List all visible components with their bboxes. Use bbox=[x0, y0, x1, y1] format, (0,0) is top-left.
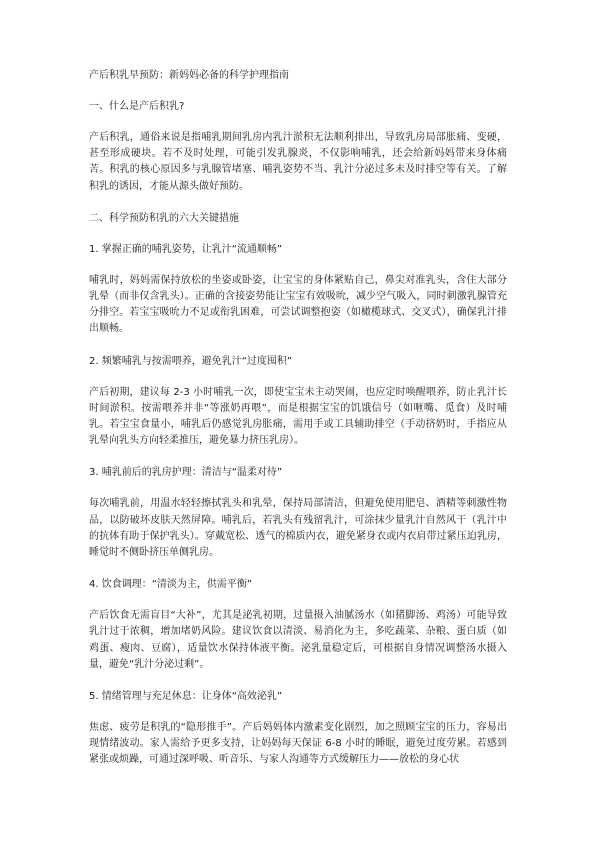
paragraph-posture: 哺乳时，妈妈需保持放松的坐姿或卧姿，让宝宝的身体紧贴自己，鼻尖对准乳头，含住大部分乳晕（而非仅含乳头）。正确的含接姿势能让宝宝有效吸吮，减少空气吸入，同时刺激乳腺管充分排空。若宝宝吸吮力不足或衔乳困难，可尝试调整抱姿（如橄榄球式、交叉式），确保乳汁排出顺畅。 bbox=[89, 274, 507, 335]
subheading-breast-care: 3. 哺乳前后的乳房护理：清洁与“温柔对待” bbox=[89, 467, 283, 479]
section-heading-prevention: 二、科学预防积乳的六大关键措施 bbox=[89, 212, 239, 224]
document-page bbox=[89, 68, 507, 785]
paragraph-breast-care: 每次哺乳前，用温水轻轻擦拭乳头和乳晕，保持局部清洁，但避免使用肥皂、酒精等刺激性物品，以防破坏皮肤天然屏障。哺乳后，若乳头有残留乳汁，可涂抹少量乳汁自然风干（乳汁中的抗体有助于保护乳头）。穿戴宽松、透气的棉质内衣，避免紧身衣或内衣肩带过紧压迫乳房，睡觉时不侧卧挤压单侧乳房。 bbox=[89, 498, 507, 559]
paragraph-frequent-feeding: 产后初期，建议每 2-3 小时哺乳一次，即使宝宝未主动哭闹，也应定时唤醒喂养，防止乳汁长时间淤积。按需喂养并非“等涨奶再喂”，而是根据宝宝的饥饿信号（如咂嘴、觅食）及时哺乳。若宝宝食量小，哺乳后仍感觉乳房胀痛，需用手或工具辅助排空（手动挤奶时，手指应从乳晕向乳头方向轻柔推压，避免暴力挤压乳房）。 bbox=[89, 386, 507, 447]
subheading-posture: 1. 掌握正确的哺乳姿势，让乳汁“流通顺畅” bbox=[89, 243, 283, 255]
section-heading-what-is: 一、什么是产后积乳? bbox=[89, 101, 185, 112]
document-title: 产后积乳早预防：新妈妈必备的科学护理指南 bbox=[89, 70, 289, 81]
subheading-frequent-feeding: 2. 频繁哺乳与按需喂养，避免乳汁“过度囤积” bbox=[89, 355, 293, 367]
subheading-emotion-rest: 5. 情绪管理与充足休息：让身体“高效泌乳” bbox=[89, 691, 283, 703]
section-body-what-is: 产后积乳，通俗来说是指哺乳期间乳房内乳汁淤积无法顺利排出，导致乳房局部胀痛、变硬，甚至形成硬块。若不及时处理，可能引发乳腺炎，不仅影响哺乳，还会给新妈妈带来身体痛苦。积乳的核心原因多与乳腺管堵塞、哺乳姿势不当、乳汁分泌过多未及时排空等有关。了解积乳的诱因，才能从源头做好预防。 bbox=[89, 132, 507, 192]
paragraph-diet: 产后饮食无需盲目“大补”，尤其是泌乳初期，过量摄入油腻汤水（如猪脚汤、鸡汤）可能导致乳汁过于浓稠，增加堵奶风险。建议饮食以清淡、易消化为主，多吃蔬菜、杂粮、蛋白质（如鸡蛋、瘦肉、豆腐），适量饮水保持体液平衡。泌乳量稳定后，可根据自身情况调整汤水摄入量，避免“乳汁分泌过剩”。 bbox=[89, 610, 507, 670]
paragraph-emotion-rest: 焦虑、疲劳是积乳的“隐形推手”。产后妈妈体内激素变化剧烈，加之照顾宝宝的压力，容易出现情绪波动。家人需给予更多支持，让妈妈每天保证 6-8 小时的睡眠，避免过度劳累。若感到紧张或烦躁，可通过深呼吸、听音乐、与家人沟通等方式缓解压力——放松的身心状 bbox=[89, 722, 507, 766]
subheading-diet: 4. 饮食调理：“清淡为主，供需平衡” bbox=[89, 579, 253, 591]
